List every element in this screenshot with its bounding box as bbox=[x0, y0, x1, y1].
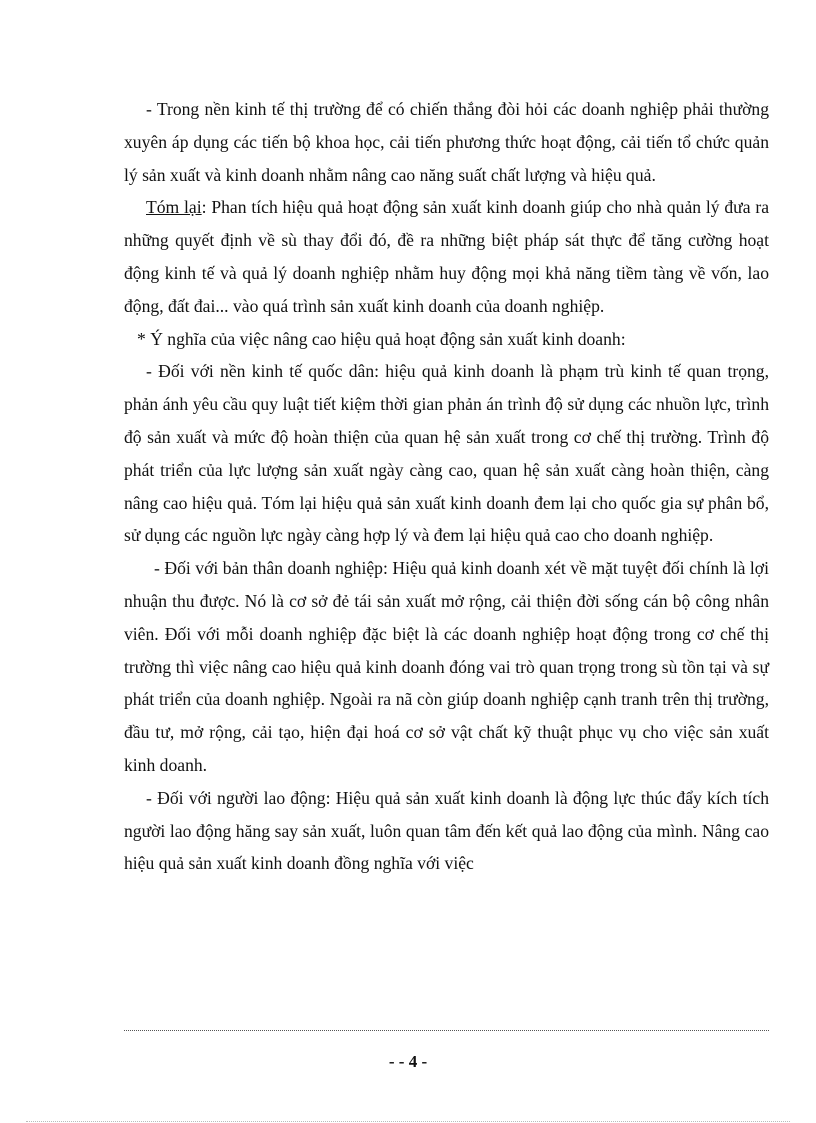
paragraph-summary bbox=[124, 191, 769, 322]
summary-text: : Phan tích hiệu quả hoạt động sản xuất kinh doanh giúp cho nhà quản lý đưa ra những quyết định về sù thay đổi đó, đề ra những biệt pháp sát thực để tăng cường hoạt động kinh tế và quả lý doanh nghiệp nhằm huy động mọi khả năng tiềm tàng về vốn, lao động, đất đai... vào quá trình sản xuất kinh doanh của doanh nghiệp. bbox=[124, 197, 769, 316]
section-heading-significance: * Ý nghĩa của việc nâng cao hiệu quả hoạt động sản xuất kinh doanh: bbox=[137, 328, 626, 349]
page-bottom-divider bbox=[26, 1121, 790, 1122]
footer-divider bbox=[124, 1030, 769, 1031]
page-number: - - 4 - bbox=[388, 1052, 428, 1071]
paragraph-enterprise: - Đối với bản thân doanh nghiệp: Hiệu quả kinh doanh xét về mặt tuyệt đối chính là lợi nhuận thu được. Nó là cơ sở đẻ tái sản xuất mở rộng, cải thiện đời sống cán bộ công nhân viên. Đối với mỗi doanh nghiệp đặc biệt là các doanh nghiệp hoạt động trong cơ chế thị trường thì việc nâng cao hiệu quả kinh doanh đóng vai trò quan trọng trong sù tồn tại và sự phát triển của doanh nghiệp. Ngoài ra nã còn giúp doanh nghiệp cạnh tranh trên thị trường, đầu tư, mở rộng, cải tạo, hiện đại hoá cơ sở vật chất kỹ thuật phục vụ cho việc sản xuất kinh doanh. bbox=[124, 558, 769, 775]
paragraph-workers: - Đối với người lao động: Hiệu quả sản xuất kinh doanh là động lực thúc đẩy kích tích người lao động hăng say sản xuất, luôn quan tâm đến kết quả lao động của mình. Nâng cao hiệu quả sản xuất kinh doanh đồng nghĩa với việc bbox=[124, 787, 769, 874]
paragraph-market-economy: - Trong nền kinh tế thị trường để có chiến thắng đòi hỏi các doanh nghiệp phải thường xuyên áp dụng các tiến bộ khoa học, cải tiến phương thức hoạt động, cải tiến tổ chức quản lý sản xuất và kinh doanh nhằm nâng cao năng suất chất lượng và hiệu quả. bbox=[124, 99, 769, 185]
summary-label: Tóm lại bbox=[146, 197, 202, 218]
body-text bbox=[124, 93, 769, 880]
paragraph-national-economy: - Đối với nền kinh tế quốc dân: hiệu quả kinh doanh là phạm trù kinh tế quan trọng, phản ánh yêu cầu quy luật tiết kiệm thời gian phản án trình độ sử dụng các nhuồn lực, trình độ sản xuất và mức độ hoàn thiện của quan hệ sản xuất trong cơ chế thị trường. Trình độ phát triển của lực lượng sản xuất ngày càng cao, quan hệ sản xuất càng hoàn thiện, càng nâng cao hiệu quả. Tóm lại hiệu quả sản xuất kinh doanh đem lại cho quốc gia sự phân bổ, sử dụng các nguồn lực ngày càng hợp lý và đem lại hiệu quả cao cho doanh nghiệp. bbox=[124, 361, 769, 546]
